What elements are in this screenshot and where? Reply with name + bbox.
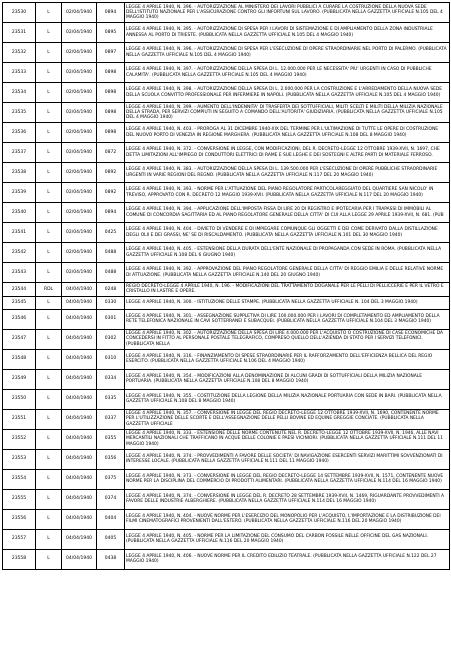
record-number: 23548 [3, 349, 36, 369]
act-date: 02/04/1940 [62, 163, 97, 183]
page-number: 0337 [97, 409, 125, 429]
act-description: LEGGE 4 APRILE 1940, N. 302. - AUTORIZZAZIONE DELLA SPESA DI LIRE 4.000.000 PER L'ACQUISTO O COSTRUZIONE DI CASE ECONOMICHE DA CONCEDERSI IN FITTO AL PERSONALE POSTALE TELEGRAFICO, COMPRESO QUELLO DELL'AZIENDA DI STATO PER I SERVIZI TELEFONICI. (PUBBLICATA NELLA [125, 329, 450, 349]
act-type: L [36, 243, 62, 263]
page-number: 0872 [97, 143, 125, 163]
page-number: 0248 [97, 283, 125, 297]
act-date: 04/04/1940 [62, 389, 97, 409]
legislation-register-table [2, 2, 450, 570]
page-number: 0404 [97, 509, 125, 529]
act-description: LEGGE 4 APRILE 1940, N. 372. - CONVERSIONE IN LEGGE, CON MODIFICAZIONI, DEL R. DECRETO-LEGGE 12 OTTOBRE 1939-XVII, N. 1697, CHE DETTA LIMITAZIONI ALL'IMPIEGO DI CONDUTTORI ELETTRICI DI RAME E SUE LEGHE E DEI SOSTEGNI E ALTRE PARTI DI MATERIALE FERROSO. [125, 143, 450, 163]
page-number: 0330 [97, 296, 125, 309]
record-number: 23533 [3, 63, 36, 83]
act-type: L [36, 449, 62, 469]
page-number: 0898 [97, 63, 125, 83]
record-number: 23545 [3, 296, 36, 309]
act-date: 02/04/1940 [62, 143, 97, 163]
act-type: L [36, 369, 62, 389]
page-number: 0438 [97, 549, 125, 569]
table-row [3, 549, 450, 569]
act-description: LEGGE 4 APRILE 1940, N. 398. - AUTORIZZAZIONE DELLA SPESA DI L. 2.000.000 PER LA COSTRUZIONE E L'ARREDAMENTO DELLA NUOVA SEDE DELLA SCUOLA CONVITTO PROFESSIONALE PER INFERMIERE IN NAPOLI. (PUBBLICATA NELLA GAZZETTA UFFICIALE N.105 DEL 4 MAGGIO 1940) [125, 83, 450, 103]
table-row [3, 3, 450, 23]
act-type: L [36, 549, 62, 569]
page-number: 0356 [97, 449, 125, 469]
act-date: 04/04/1940 [62, 469, 97, 489]
act-description: LEGGE 4 APRILE 1940, N. 355. - COSTITUZIONE DELLA LEGIONE DELLA MILIZIA NAZIONALE PORTUARIA CON SEDE IN BARI. (PUBBLICATA NELLA GAZZETTA UFFICIALE N.108 DEL 8 MAGGIO 1940) [125, 389, 450, 409]
page-number: 0892 [97, 183, 125, 203]
record-number: 23536 [3, 123, 36, 143]
act-date: 04/04/1940 [62, 529, 97, 549]
act-description: LEGGE 4 APRILE 1940, N. 394. - APPLICAZIONE DELL'IMPOSTA FISSA DI LIRE 20 DI REGISTRO E IPOTECARIA PER I TRAPASSI DI IMMOBILI AL COMUNE DI CONCORDIA SAGITTARIA ED AL PIANO REGOLATORE GENERALE DELLA CITTA' DI CUI ALLA LEGGE 29 APRILE 1939-XVII, N. 681. (PUB [125, 203, 450, 223]
record-number: 23541 [3, 223, 36, 243]
act-date: 02/04/1940 [62, 43, 97, 63]
act-description: LEGGE 4 APRILE 1940, N. 404. - NUOVE NORME PER L'ESERCIZIO DEL MONOPOLIO PER L'ACQUISTO, L'IMPORTAZIONE E LA DISTRIBUZIONE DEI FILMI CINEMATOGRAFICI PROVENIENTI DALL'ESTERO. (PUBBLICATA NELLA GAZZETTA UFFICIALE N.116 DEL 20 MAGGIO 1940) [125, 509, 450, 529]
page-number: 0898 [97, 103, 125, 123]
record-number: 23535 [3, 103, 36, 123]
act-description: LEGGE 4 APRILE 1940, N. 406. - NUOVE NORME PER IL CREDITO EDILIZIO TEATRALE. (PUBBLICATA NELLA GAZZETTA UFFICIALE N.122 DEL 27 MAGGIO 1940) [125, 549, 450, 569]
table-row [3, 203, 450, 223]
record-number: 23547 [3, 329, 36, 349]
act-description: LEGGE 4 APRILE 1940, N. 354. - MODIFICAZIONI ALLA DENOMINAZIONE DI ALCUNI GRADI DI SOTTUFFICIALI DELLA MILIZIA NAZIONALE PORTUARIA. (PUBBLICATA NELLA GAZZETTA UFFICIALE N.108 DEL 8 MAGGIO 1940) [125, 369, 450, 389]
act-type: L [36, 329, 62, 349]
table-row [3, 143, 450, 163]
act-type: L [36, 183, 62, 203]
record-number: 23544 [3, 283, 36, 297]
act-date: 04/04/1940 [62, 329, 97, 349]
table-row [3, 283, 450, 297]
act-date: 02/04/1940 [62, 23, 97, 43]
act-description: REGIO DECRETO-LEGGE 4 APRILE 1940, N. 196. - MODIFICAZIONI DEL TRATTAMENTO DOGANALE PER LE PELLI DI PELLICCERIE E PER IL VETRO E CRISTALLO IN LASTRE E OPERE. [125, 283, 450, 297]
act-type: L [36, 3, 62, 23]
act-date: 04/04/1940 [62, 349, 97, 369]
table-row [3, 263, 450, 283]
record-number: 23539 [3, 183, 36, 203]
act-description: LEGGE 4 APRILE 1940, N. 374. - PROVVEDIMENTI A FAVORE DELLE SOCIETA' DI NAVIGAZIONE ESERCENTI SERVIZI MARITTIMI SOVVENZIONATI DI INTERESSE LOCALE. (PUBBLICATA NELLA GAZZETTA UFFICIALE N.111 DEL 11 MAGGIO 1940) [125, 449, 450, 469]
act-description: LEGGE 4 APRILE 1940, N. 316. - FINANZIAMENTO DI SPESE STRAORDINARIE PER IL RAFFORZAMENTO DELL'EFFICIENZA BELLICA DEL REGIO ESERCITO. (PUBBLICATA NELLA GAZZETTA UFFICIALE N.106 DEL 4 MAGGIO 1940) [125, 349, 450, 369]
act-description: LEGGE 4 APRILE 1940, N. 403. - PROROGA AL 31 DICEMBRE 1940-XIX DEL TERMINE PER L'ULTIMAZIONE DI TUTTE LE OPERE DI COSTRUZIONE DEL NUOVO PORTO DI VENEZIA IN REGIONE MARGHERA. (PUBBLICATA NELLA GAZZETTA UFFICIALE N.108 DEL 8 MAGGIO 1940) [125, 123, 450, 143]
page-number: 0488 [97, 263, 125, 283]
table-row [3, 329, 450, 349]
table-row [3, 409, 450, 429]
act-description: LEGGE 4 APRILE 1940, N. 405. - NORME PER LA LIMITAZIONE DEL CONSUMO DEL CARBON FOSSILE NELLE OFFICINE DEL GAS NAZIONALI. (PUBBLICATA NELLA GAZZETTA UFFICIALE N.116 DEL 20 MAGGIO 1940) [125, 529, 450, 549]
table-row [3, 309, 450, 329]
act-type: L [36, 389, 62, 409]
table-row [3, 243, 450, 263]
page-number: 0301 [97, 309, 125, 329]
act-date: 02/04/1940 [62, 103, 97, 123]
page-number: 0892 [97, 163, 125, 183]
table-row [3, 489, 450, 509]
page-number: 0375 [97, 469, 125, 489]
act-description: LEGGE 4 APRILE 1940, N. 405. - ESTENSIONE DELLA DURATA DELL'ENTE NAZIONALE DI PROPAGANDA CON SEDE IN ROMA. (PUBBLICATA NELLA GAZZETTA UFFICIALE N.108 DEL 6 GIUGNO 1940) [125, 243, 450, 263]
page-number: 0374 [97, 489, 125, 509]
act-type: L [36, 296, 62, 309]
act-date: 04/04/1940 [62, 549, 97, 569]
act-date: 02/04/1940 [62, 203, 97, 223]
table-row [3, 63, 450, 83]
act-description: LEGGE 4 APRILE 1940, N. 373. - CONVERSIONE IN LEGGE DEL REGIO DECRETO-LEGGE 14 SETTEMBRE 1939-XVII, N. 1571, CONTENENTE NUOVE NORME PER LA DISCIPLINA DEL COMMERCIO DI PRODOTTI ALIMENTARI. (PUBBLICATA NELLA GAZZETTA UFFICIALE N.114 DEL 16 MAGGIO 1940) [125, 469, 450, 489]
act-description: LEGGE 4 APRILE 1940, N. 300. - ISTITUZIONE DELLE STAMPE. (PUBBLICATA NELLA GAZZETTA UFFICIALE N. 104 DEL 3 MAGGIO 1940) [125, 296, 450, 309]
act-description: LEGGE 4 APRILE 1940, N. 396. - AUTORIZZAZIONE DI SPESA PER L'ESECUZIONE DI OPERE STRAORDINARIE NEL PORTO DI PALERMO. (PUBBLICATA NELLA GAZZETTA UFFICIALE N.105 DEL 4 MAGGIO 1940) [125, 43, 450, 63]
act-date: 02/04/1940 [62, 63, 97, 83]
table-row [3, 43, 450, 63]
record-number: 23555 [3, 489, 36, 509]
act-description: LEGGE 4 APRILE 1940, N. 392. - APPROVAZIONE DEL PIANO REGOLATORE GENERALE DELLA CITTA' DI REGGIO EMILIA E DELLE RELATIVE NORME DI ATTUAZIONE. (PUBBLICATA NELLA GAZZETTA UFFICIALE N.140 DEL 20 GIUGNO 1940) [125, 263, 450, 283]
act-description: LEGGE 4 APRILE 1940, N. 399. - AUMENTO DELL'INDENNITA' DI TRASFERTA DEI SOTTUFFICIALI, MILITI SCELTI E MILITI DELLA MILIZIA NAZIONALE DELLA STRADA, PER SERVIZI COMPIUTI IN SEGUITO A COMANDO DELL'AUTORITA' GIUDIZIARIA. (PUBBLICATA NELLA GAZZETTA UFFICIALE N.105 DEL 4 MAGGIO 1940) [125, 103, 450, 123]
act-date: 04/04/1940 [62, 509, 97, 529]
act-type: L [36, 163, 62, 183]
record-number: 23553 [3, 449, 36, 469]
table-row [3, 449, 450, 469]
act-type: L [36, 469, 62, 489]
act-description: LEGGE 4 APRILE 1940, N. 357. - CONVERSIONE IN LEGGE DEL REGIO DECRETO-LEGGE 12 OTTOBRE 1939-XVII, N. 1690, CONTENENTE NORME PER L'UTILIZZAZIONE DELLE SCORTE E DELL'ASSEGNAZIONE DELLE PELLI BOVINE ED EQUINE GREGGIE CONCIATE. (PUBBLICATA NELLA GAZZETTA UFFICIALE [125, 409, 450, 429]
page-number: 0335 [97, 389, 125, 409]
act-description: LEGGE 4 APRILE 1940, N. 395. - AUTORIZZAZIONE DI SPESA PER I LAVORI DI SISTEMAZIONE E DI AMPLIAMENTO DELLA ZONA INDUSTRIALE ANNESSA AL PORTO DI TRIESTE. (PUBBLICATA NELLA GAZZETTA UFFICIALE N.105 DEL 4 MAGGIO 1940) [125, 23, 450, 43]
act-description: LEGGE 4 APRILE 1940, N. 301. - ASSEGNAZIONE SUPPLETIVA DI LIRE 100.000.000 PER I LAVORI DI COMPLETAMENTO ED AMPLIAMENTO DELLA RETE TELEFONICA NAZIONALE IN CAVI SOTTERRANEI E SUBACQUEI. (PUBBLICATA NELLA GAZZETTA UFFICIALE N.104 DEL 3 MAGGIO 1940) [125, 309, 450, 329]
act-type: L [36, 489, 62, 509]
act-type: L [36, 43, 62, 63]
record-number: 23537 [3, 143, 36, 163]
act-type: L [36, 409, 62, 429]
table-row [3, 163, 450, 183]
act-type: L [36, 429, 62, 449]
page-number: 0310 [97, 349, 125, 369]
act-description: LEGGE 4 APRILE 1940, N. 393. - NORME PER L'ATTUAZIONE DEL PIANO REGOLATORE PARTICOLAREGGIATO DEL QUARTIERE SAN NICOLO' IN TREVISO, APPROVATO CON R. DECRETO 12 MAGGIO 1939-XVII. (PUBBLICATA NELLA GAZZETTA UFFICIALE N.117 DEL 20 MAGGIO 1940) [125, 183, 450, 203]
table-row [3, 83, 450, 103]
record-number: 23534 [3, 83, 36, 103]
record-number: 23554 [3, 469, 36, 489]
page-number: 0897 [97, 43, 125, 63]
register-rows [3, 3, 450, 570]
record-number: 23538 [3, 163, 36, 183]
table-row [3, 349, 450, 369]
record-number: 23551 [3, 409, 36, 429]
act-description: LEGGE 4 APRILE 1940, N. 333. - ESTENSIONE DELLE NORME CONTENUTE NEL R. DECRETO-LEGGE 12 OTTOBRE 1939-XVII, N. 1946, ALLE NAVI MERCANTILI NAZIONALI CHE TRAFFICANO IN ACQUE DELLE COLONIE E PAESI VICINIORI. (PUBBLICATA NELLA GAZZETTA UFFICIALE N.111 DEL 11 MAGGIO 1940) [125, 429, 450, 449]
act-description: LEGGE 4 APRILE 1940, N. 383. - AUTORIZZAZIONE DELLA SPESA DI L. 139.500.000 PER L'ESECUZIONE DI OPERE PUBBLICHE STRAORDINARIE URGENTI IN VARIE REGIONI DEL REGNO. (PUBBLICATA NELLA GAZZETTA UFFICIALE N.117 DEL 20 MAGGIO 1940) [125, 163, 450, 183]
act-date: 04/04/1940 [62, 309, 97, 329]
record-number: 23556 [3, 509, 36, 529]
page-number: 0898 [97, 123, 125, 143]
table-row [3, 509, 450, 529]
page-number: 0355 [97, 429, 125, 449]
table-row [3, 529, 450, 549]
act-description: LEGGE 4 APRILE 1940, N. 374. - CONVERSIONE IN LEGGE DEL R. DECRETO 28 SETTEMBRE 1939-XVII, N. 1469, RIGUARDANTE PROVVEDIMENTI A FAVORE DELLE INDUSTRIE ALBERGHIERE. (PUBBLICATA NELLA GAZZETTA UFFICIALE N.114 DEL 16 MAGGIO 1940) [125, 489, 450, 509]
act-description: LEGGE 4 APRILE 1940, N. 397. - AUTORIZZAZIONE DELLA SPESA DI L. 12.000.000 PER LE NECESSITA' PIU' URGENTI IN CASO DI PUBBLICHE CALAMITA'. (PUBBLICATA NELLA GAZZETTA UFFICIALE N.105 DEL 4 MAGGIO 1940) [125, 63, 450, 83]
record-number: 23532 [3, 43, 36, 63]
act-date: 02/04/1940 [62, 183, 97, 203]
act-date: 02/04/1940 [62, 243, 97, 263]
record-number: 23552 [3, 429, 36, 449]
act-date: 02/04/1940 [62, 3, 97, 23]
page-number: 0302 [97, 329, 125, 349]
table-row [3, 183, 450, 203]
act-description: LEGGE 4 APRILE 1940, N. 396. - AUTORIZZAZIONE AL MINISTERO DEI LAVORI PUBBLICI A CURARE LA COSTRUZIONE DELLA NUOVA SEDE DELL'ISTITUTO NAZIONALE PER L'ASSICURAZIONE CONTRO GLI INFORTUNI SUL LAVORO. (PUBBLICATA NELLA GAZZETTA UFFICIALE N.105 DEL 4 MAGGIO 1940) [125, 3, 450, 23]
record-number: 23550 [3, 389, 36, 409]
act-date: 04/04/1940 [62, 429, 97, 449]
record-number: 23543 [3, 263, 36, 283]
act-date: 04/04/1940 [62, 409, 97, 429]
page-number: 0894 [97, 3, 125, 23]
table-row [3, 389, 450, 409]
act-type: L [36, 309, 62, 329]
act-date: 02/04/1940 [62, 263, 97, 283]
page-number: 0894 [97, 203, 125, 223]
record-number: 23540 [3, 203, 36, 223]
act-type: L [36, 223, 62, 243]
record-number: 23557 [3, 529, 36, 549]
act-date: 04/04/1940 [62, 449, 97, 469]
table-row [3, 369, 450, 389]
act-type: L [36, 63, 62, 83]
page-number: 0898 [97, 83, 125, 103]
page-number: 0405 [97, 529, 125, 549]
table-row [3, 469, 450, 489]
record-number: 23546 [3, 309, 36, 329]
table-row [3, 103, 450, 123]
act-type: L [36, 263, 62, 283]
act-type: L [36, 349, 62, 369]
record-number: 23558 [3, 549, 36, 569]
act-type: L [36, 143, 62, 163]
page-number: 0425 [97, 223, 125, 243]
act-type: L [36, 203, 62, 223]
act-date: 04/04/1940 [62, 296, 97, 309]
act-date: 02/04/1940 [62, 83, 97, 103]
act-type: L [36, 123, 62, 143]
record-number: 23531 [3, 23, 36, 43]
table-row [3, 223, 450, 243]
act-date: 02/04/1940 [62, 223, 97, 243]
act-type: L [36, 23, 62, 43]
act-type: L [36, 103, 62, 123]
table-row [3, 23, 450, 43]
act-date: 04/04/1940 [62, 369, 97, 389]
act-description: LEGGE 4 APRILE 1940, N. 404. - DIVIETO DI VENDERE E DI IMPIEGARE COMUNQUE GLI OGGETTI E DEI COME DERIVATO DALLA DISTILLAZIONE DEGLI OLII E DEI GRASSI, NE' SE DI RISCALDAMENTO. (PUBBLICATA NELLA GAZZETTA UFFICIALE N.101 DEL 30 MAGGIO 1940) [125, 223, 450, 243]
record-number: 23542 [3, 243, 36, 263]
act-date: 04/04/1940 [62, 283, 97, 297]
act-type: L [36, 509, 62, 529]
act-date: 04/04/1940 [62, 489, 97, 509]
record-number: 23549 [3, 369, 36, 389]
act-date: 02/04/1940 [62, 123, 97, 143]
page-number: 0488 [97, 243, 125, 263]
page-number: 0334 [97, 369, 125, 389]
act-type: RDL [36, 283, 62, 297]
table-row [3, 123, 450, 143]
act-type: L [36, 529, 62, 549]
table-row [3, 296, 450, 309]
table-row [3, 429, 450, 449]
record-number: 23530 [3, 3, 36, 23]
act-type: L [36, 83, 62, 103]
page-number: 0895 [97, 23, 125, 43]
